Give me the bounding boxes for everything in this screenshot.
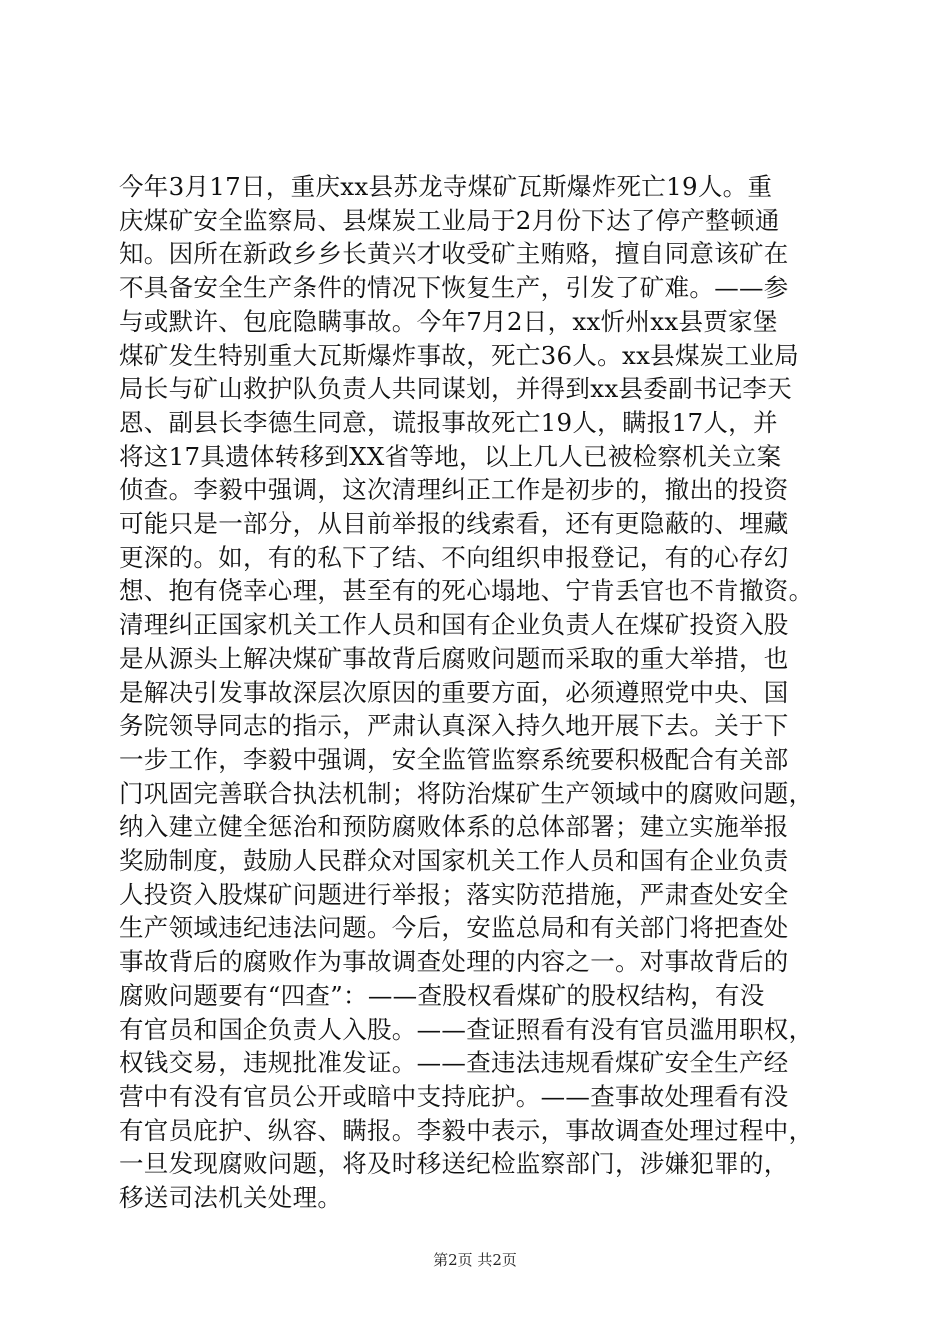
text-line: 煤矿发生特别重大瓦斯爆炸事故，死亡36人。xx县煤炭工业局 — [119, 340, 800, 370]
text-line: 将这17具遗体转移到XX省等地，以上几人已被检察机关立案 — [119, 441, 782, 471]
text-line: 局长与矿山救护队负责人共同谋划，并得到xx县委副书记李天 — [119, 374, 793, 404]
text-line: 一步工作，李毅中强调，安全监管监察系统要积极配合有关部 — [119, 744, 789, 774]
text-line: 移送司法机关处理。 — [119, 1183, 343, 1213]
text-line: 营中有没有官员公开或暗中支持庇护。——查事故处理看有没 — [119, 1081, 789, 1111]
text-line: 务院领导同志的指示，严肃认真深入持久地开展下去。关于下 — [119, 711, 789, 741]
text-line: 有官员和国企负责人入股。——查证照看有没有官员滥用职权， — [119, 1014, 814, 1044]
text-line: 不具备安全生产条件的情况下恢复生产，引发了矿难。——参 — [119, 273, 789, 303]
page-footer: 第2页 共2页 — [433, 1251, 517, 1269]
text-line: 侦查。李毅中强调，这次清理纠正工作是初步的，撤出的投资 — [119, 475, 789, 505]
text-line: 更深的。如，有的私下了结、不向组织申报登记，有的心存幻 — [119, 542, 789, 572]
text-line: 人投资入股煤矿问题进行举报；落实防范措施，严肃查处安全 — [119, 879, 789, 909]
text-line: 是从源头上解决煤矿事故背后腐败问题而采取的重大举措，也 — [119, 643, 789, 673]
text-line: 腐败问题要有“四查”：——查股权看煤矿的股权结构，有没 — [119, 980, 765, 1010]
text-line: 纳入建立健全惩治和预防腐败体系的总体部署；建立实施举报 — [119, 812, 789, 842]
text-line: 一旦发现腐败问题，将及时移送纪检监察部门，涉嫌犯罪的， — [119, 1149, 789, 1179]
text-line: 权钱交易，违规批准发证。——查违法违规看煤矿安全生产经 — [119, 1048, 789, 1078]
text-line: 奖励制度，鼓励人民群众对国家机关工作人员和国有企业负责 — [119, 846, 789, 876]
text-line: 恩、副县长李德生同意，谎报事故死亡19人，瞒报17人，并 — [119, 407, 778, 437]
text-line: 可能只是一部分，从目前举报的线索看，还有更隐蔽的、埋藏 — [119, 509, 789, 539]
text-line: 知。因所在新政乡乡长黄兴才收受矿主贿赂，擅自同意该矿在 — [119, 239, 789, 269]
text-line: 今年3月17日，重庆xx县苏龙寺煤矿瓦斯爆炸死亡19人。重 — [119, 172, 773, 201]
text-line: 是解决引发事故深层次原因的重要方面，必须遵照党中央、国 — [119, 677, 789, 707]
text-line: 门巩固完善联合执法机制；将防治煤矿生产领域中的腐败问题， — [119, 778, 814, 808]
text-line: 想、抱有侥幸心理，甚至有的死心塌地、宁肯丢官也不肯撤资。 — [119, 576, 814, 606]
body-paragraph — [119, 170, 839, 1215]
text-line: 与或默许、包庇隐瞒事故。今年7月2日，xx忻州xx县贾家堡 — [119, 306, 778, 336]
text-line: 清理纠正国家机关工作人员和国有企业负责人在煤矿投资入股 — [119, 610, 789, 640]
text-line: 生产领域违纪违法问题。今后，安监总局和有关部门将把查处 — [119, 913, 789, 943]
text-line: 有官员庇护、纵容、瞒报。李毅中表示，事故调查处理过程中， — [119, 1115, 814, 1145]
text-line: 庆煤矿安全监察局、县煤炭工业局于2月份下达了停产整顿通 — [119, 205, 780, 235]
text-line: 事故背后的腐败作为事故调查处理的内容之一。对事故背后的 — [119, 947, 789, 977]
